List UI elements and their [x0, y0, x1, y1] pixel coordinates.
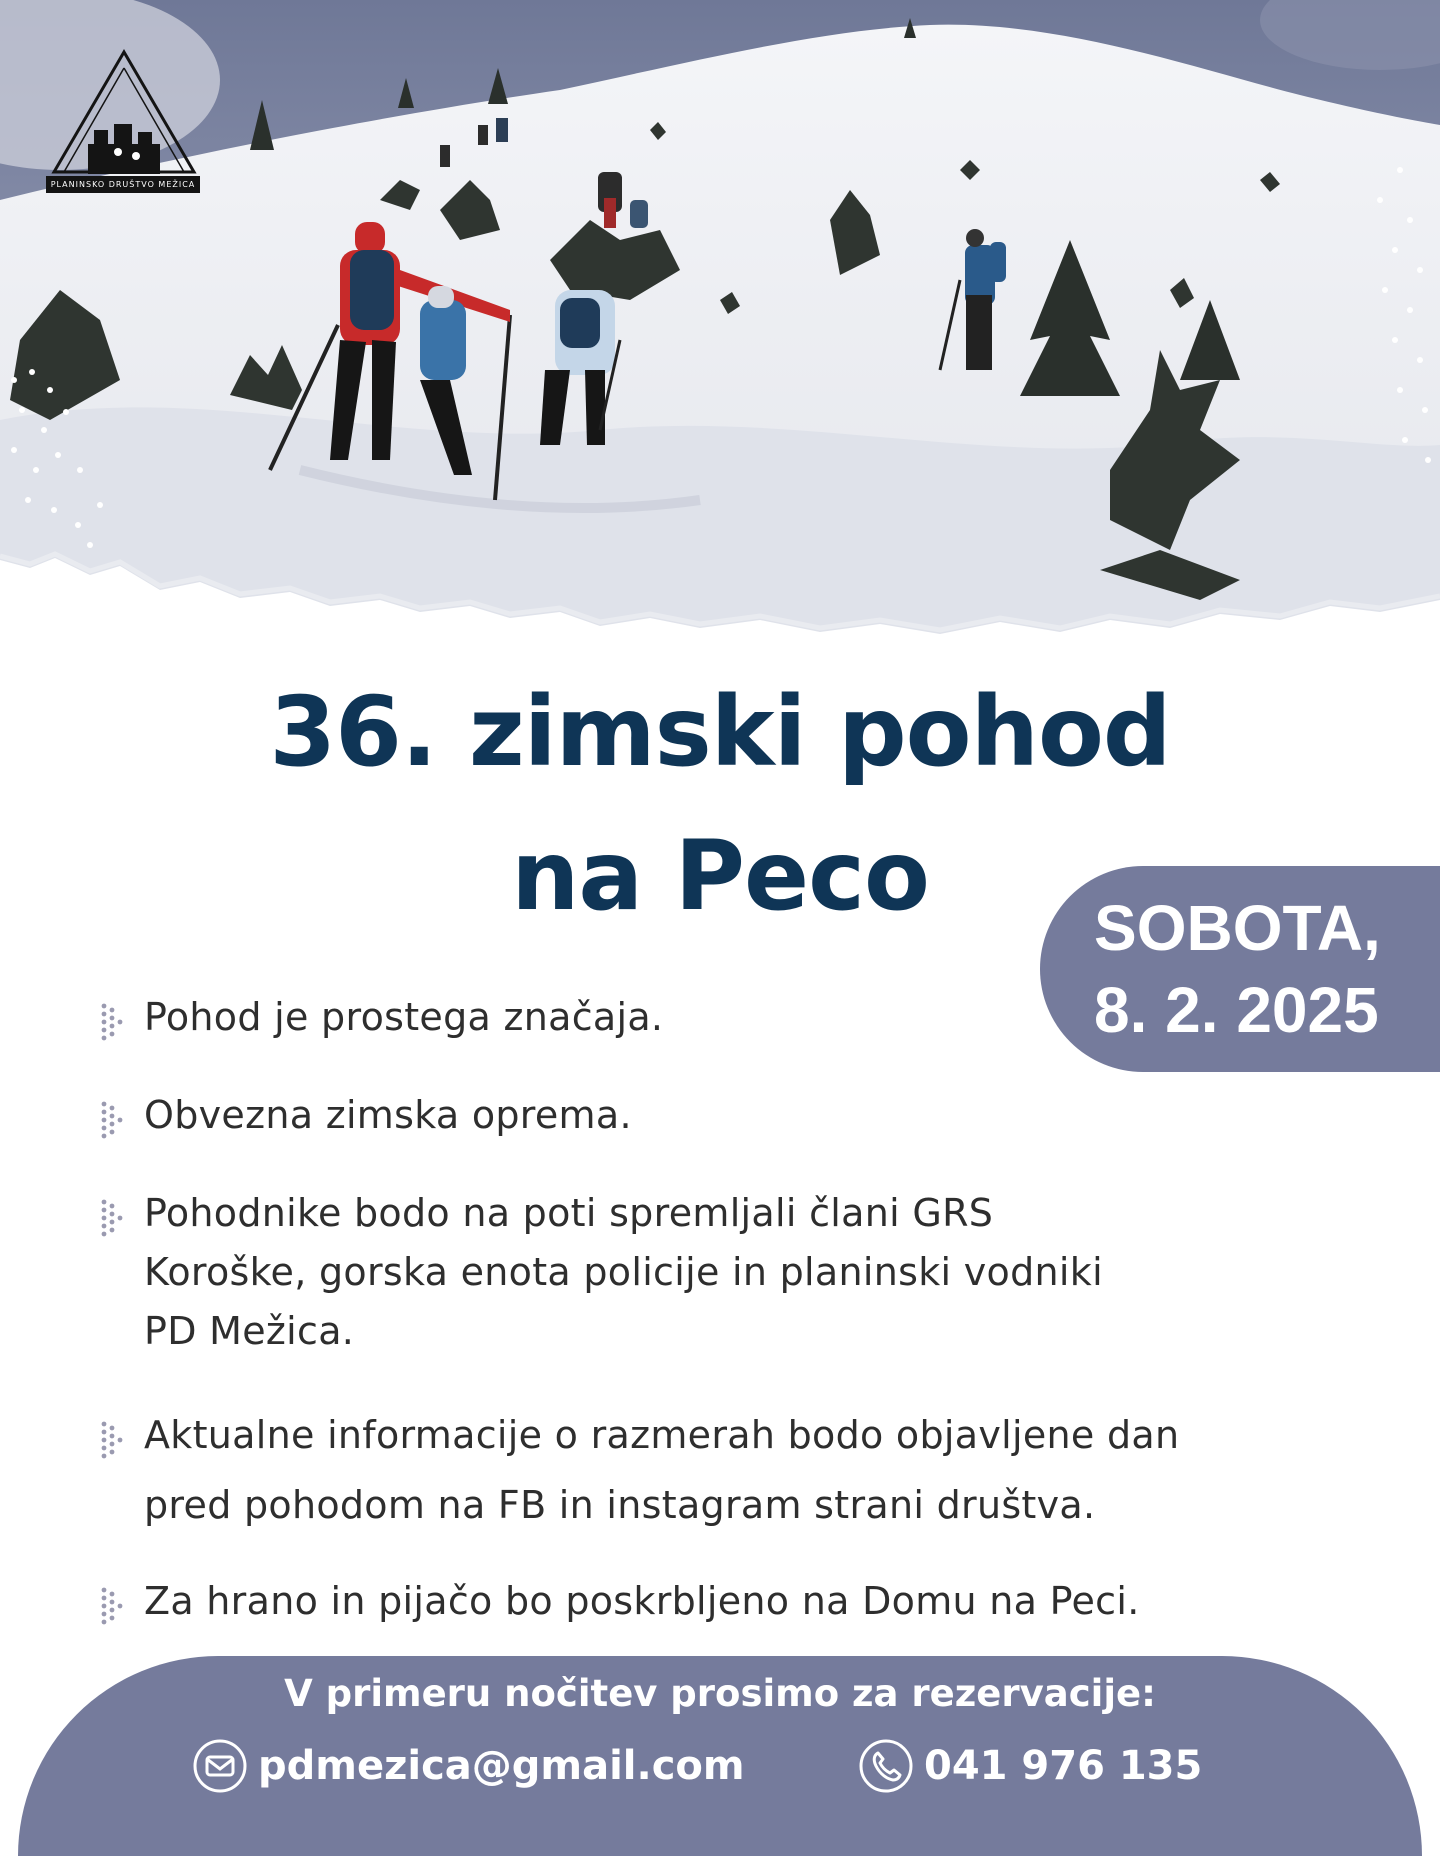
- mail-icon: [192, 1738, 248, 1794]
- dotted-bullet-icon: [84, 1098, 144, 1142]
- dotted-bullet-icon: [84, 1418, 144, 1462]
- contact-heading: V primeru nočitev prosimo za rezervacije:: [284, 1672, 1156, 1715]
- title-line-2: na Peco: [511, 820, 929, 932]
- list-item: [84, 1406, 1404, 1540]
- date-badge-day: SOBOTA,: [1094, 892, 1381, 964]
- list-item-line: Koroške, gorska enota policije in planinski vodniki: [144, 1250, 1103, 1294]
- date-badge-date: 8. 2. 2025: [1094, 974, 1379, 1046]
- list-item: [84, 1572, 1404, 1631]
- list-item-text: [144, 1572, 1140, 1631]
- list-item-line: Pohod je prostega značaja.: [144, 995, 664, 1039]
- list-item: [84, 988, 1404, 1047]
- email-address[interactable]: pdmezica@gmail.com: [258, 1743, 745, 1789]
- logo-text: PLANINSKO DRUŠTVO MEŽICA: [46, 176, 200, 193]
- dotted-bullet-icon: [84, 1000, 144, 1044]
- list-item: [84, 1184, 1404, 1361]
- dotted-bullet-icon: [84, 1196, 144, 1240]
- list-item-text: [144, 988, 663, 1047]
- list-item: [84, 1086, 1404, 1145]
- list-item-line: pred pohodom na FB in instagram strani društva.: [144, 1483, 1096, 1527]
- list-item-text: [144, 1086, 632, 1145]
- phone-icon: [858, 1738, 914, 1794]
- list-item-line: Aktualne informacije o razmerah bodo objavljene dan: [144, 1413, 1180, 1457]
- email-contact[interactable]: [192, 1738, 745, 1794]
- list-item-text: [144, 1400, 1179, 1540]
- list-item-line: Pohodnike bodo na poti spremljali člani GRS: [144, 1191, 994, 1235]
- phone-contact[interactable]: [858, 1738, 1202, 1794]
- phone-number[interactable]: 041 976 135: [924, 1743, 1203, 1789]
- list-item-line: Za hrano in pijačo bo poskrbljeno na Domu na Peci.: [144, 1579, 1140, 1623]
- list-item-line: PD Mežica.: [144, 1309, 355, 1353]
- list-item-line: Obvezna zimska oprema.: [144, 1093, 632, 1137]
- hero-photo: [0, 0, 1440, 650]
- dotted-bullet-icon: [84, 1584, 144, 1628]
- title-line-1: 36. zimski pohod: [269, 676, 1171, 788]
- list-item-text: [144, 1184, 1103, 1361]
